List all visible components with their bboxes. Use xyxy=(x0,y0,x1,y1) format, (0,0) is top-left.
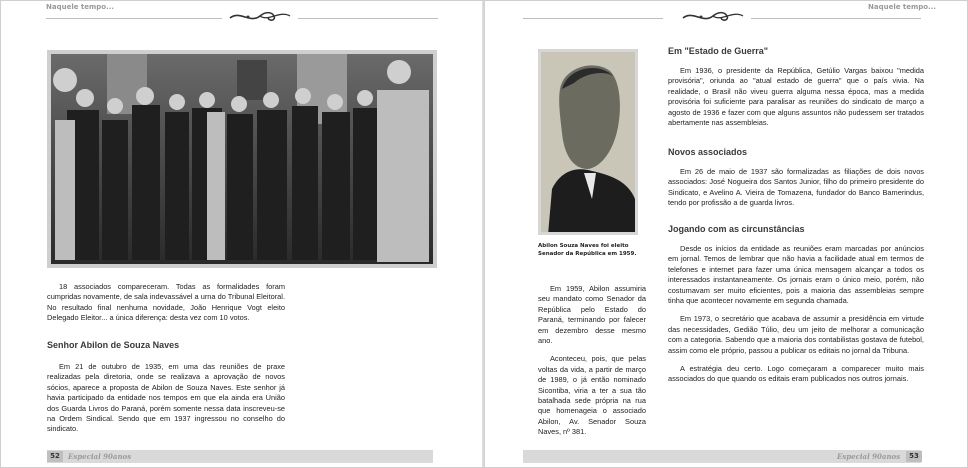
flourish-ornament-icon xyxy=(228,6,292,26)
mid-column-text xyxy=(538,284,646,446)
paragraph: Em 26 de maio de 1937 são formalizadas as filiações de dois novos associados: José Nogueira dos Santos Junior, filho do primeiro presidente do Sindicato, e Avelino A. Vieira de Tomazena, fundador do Banco Bamerindus, tendo por profissão a de guarda livros. xyxy=(668,167,924,208)
left-page xyxy=(0,0,483,468)
running-title: Naquele tempo... xyxy=(46,3,115,11)
section-heading: Em "Estado de Guerra" xyxy=(668,46,769,56)
page-number: 52 xyxy=(47,451,63,462)
section-heading: Jogando com as circunstâncias xyxy=(668,224,805,234)
paragraph: Em 21 de outubro de 1935, em uma das reuniões de praxe realizadas pela diretoria, onde se realizava a aprovação de novos sócios, aparece a proposta de Abilon de Souza Naves. Este senhor já havia participado da entidade nos tempos em que ela ainda era União dos Guarda Livros do Paraná, porém somente nessa data inscreveu-se na Ordem Sindical. Sendo que em 1937 ingressou no conselho do sindicato. xyxy=(47,362,285,434)
paragraph: Em 1973, o secretário que acabava de assumir a presidência em virtude das necessidades, Gedião Túlio, deu um jeito de melhorar a comunicação com a categoria. Sabendo que a maioria dos contabilistas gostava de futebol, assim como ele próprio, passou a publicar os editais no jornal da Tribuna. xyxy=(668,314,924,355)
section-text xyxy=(668,66,924,136)
paragraph: 18 associados compareceram. Todas as formalidades foram cumpridas novamente, de sala indevassável a urna do Tribunal Eleitoral. No resultado final nenhuma novidade, João Henrique Vogt eleito Delegado Eleitor... a única diferença: desta vez com 10 votos. xyxy=(47,282,285,323)
paragraph: Em 1959, Abilon assumiria seu mandato como Senador da República pelo Estado do Paraná, terminando por falecer em dezembro desse mesmo ano. xyxy=(538,284,646,346)
paragraph: Aconteceu, pois, que pelas voltas da vida, a partir de março de 1989, o já então nominado Sicontiba, viria a ter a sua tão batalhada sede própria na rua que homenageia o associado Abilon, Av. Senador Souza Naves, nº 381. xyxy=(538,354,646,437)
group-photo xyxy=(47,50,437,268)
header-rule xyxy=(751,18,921,19)
page-number: 53 xyxy=(906,451,922,462)
section-text xyxy=(668,244,924,393)
header-rule xyxy=(298,18,438,19)
photo-caption: Abilon Souza Naves foi eleito Senador da República em 1959. xyxy=(538,243,637,257)
section-heading: Novos associados xyxy=(668,147,748,157)
paragraph: Em 1936, o presidente da República, Getúlio Vargas baixou "medida provisória", oriunda ao "atual estado de guerra" que o país vivia. Na realidade, o Brasil não viveu guerra alguma nessa época, mas a medida provisória foi suficiente para paralisar as reuniões do sindicato de março a agosto de 1936 e fazer com que alguns assuntos não pudessem ser tratados abertamente nas assembleias. xyxy=(668,66,924,128)
section-text xyxy=(668,167,924,217)
paragraph: A estratégia deu certo. Logo começaram a comparecer muito mais associados do que quando os editais eram publicados nos outros jornais. xyxy=(668,364,924,384)
header-rule xyxy=(46,18,222,19)
flourish-ornament-icon xyxy=(681,6,745,26)
header-rule xyxy=(523,18,663,19)
running-title: Naquele tempo... xyxy=(868,3,937,11)
portrait-photo xyxy=(538,49,638,235)
intro-text xyxy=(47,282,285,332)
footer-label: Especial 90anos xyxy=(68,452,132,461)
right-page xyxy=(485,0,968,468)
footer-label: Especial 90anos xyxy=(837,452,901,461)
section-text xyxy=(47,362,285,443)
paragraph: Desde os inícios da entidade as reuniões eram marcadas por anúncios em jornal. Temos de lembrar que não havia a facilidade atual em termos de telefones e internet para fazer uma única mensagem alcançar a todos os interessados instantaneamente. Os jornais eram o único meio, porém, não costumavam ser muito eficientes, pois a maioria das assembleias sempre tinha que acontecer novamente em segunda chamada. xyxy=(668,244,924,306)
section-heading: Senhor Abilon de Souza Naves xyxy=(47,340,180,350)
